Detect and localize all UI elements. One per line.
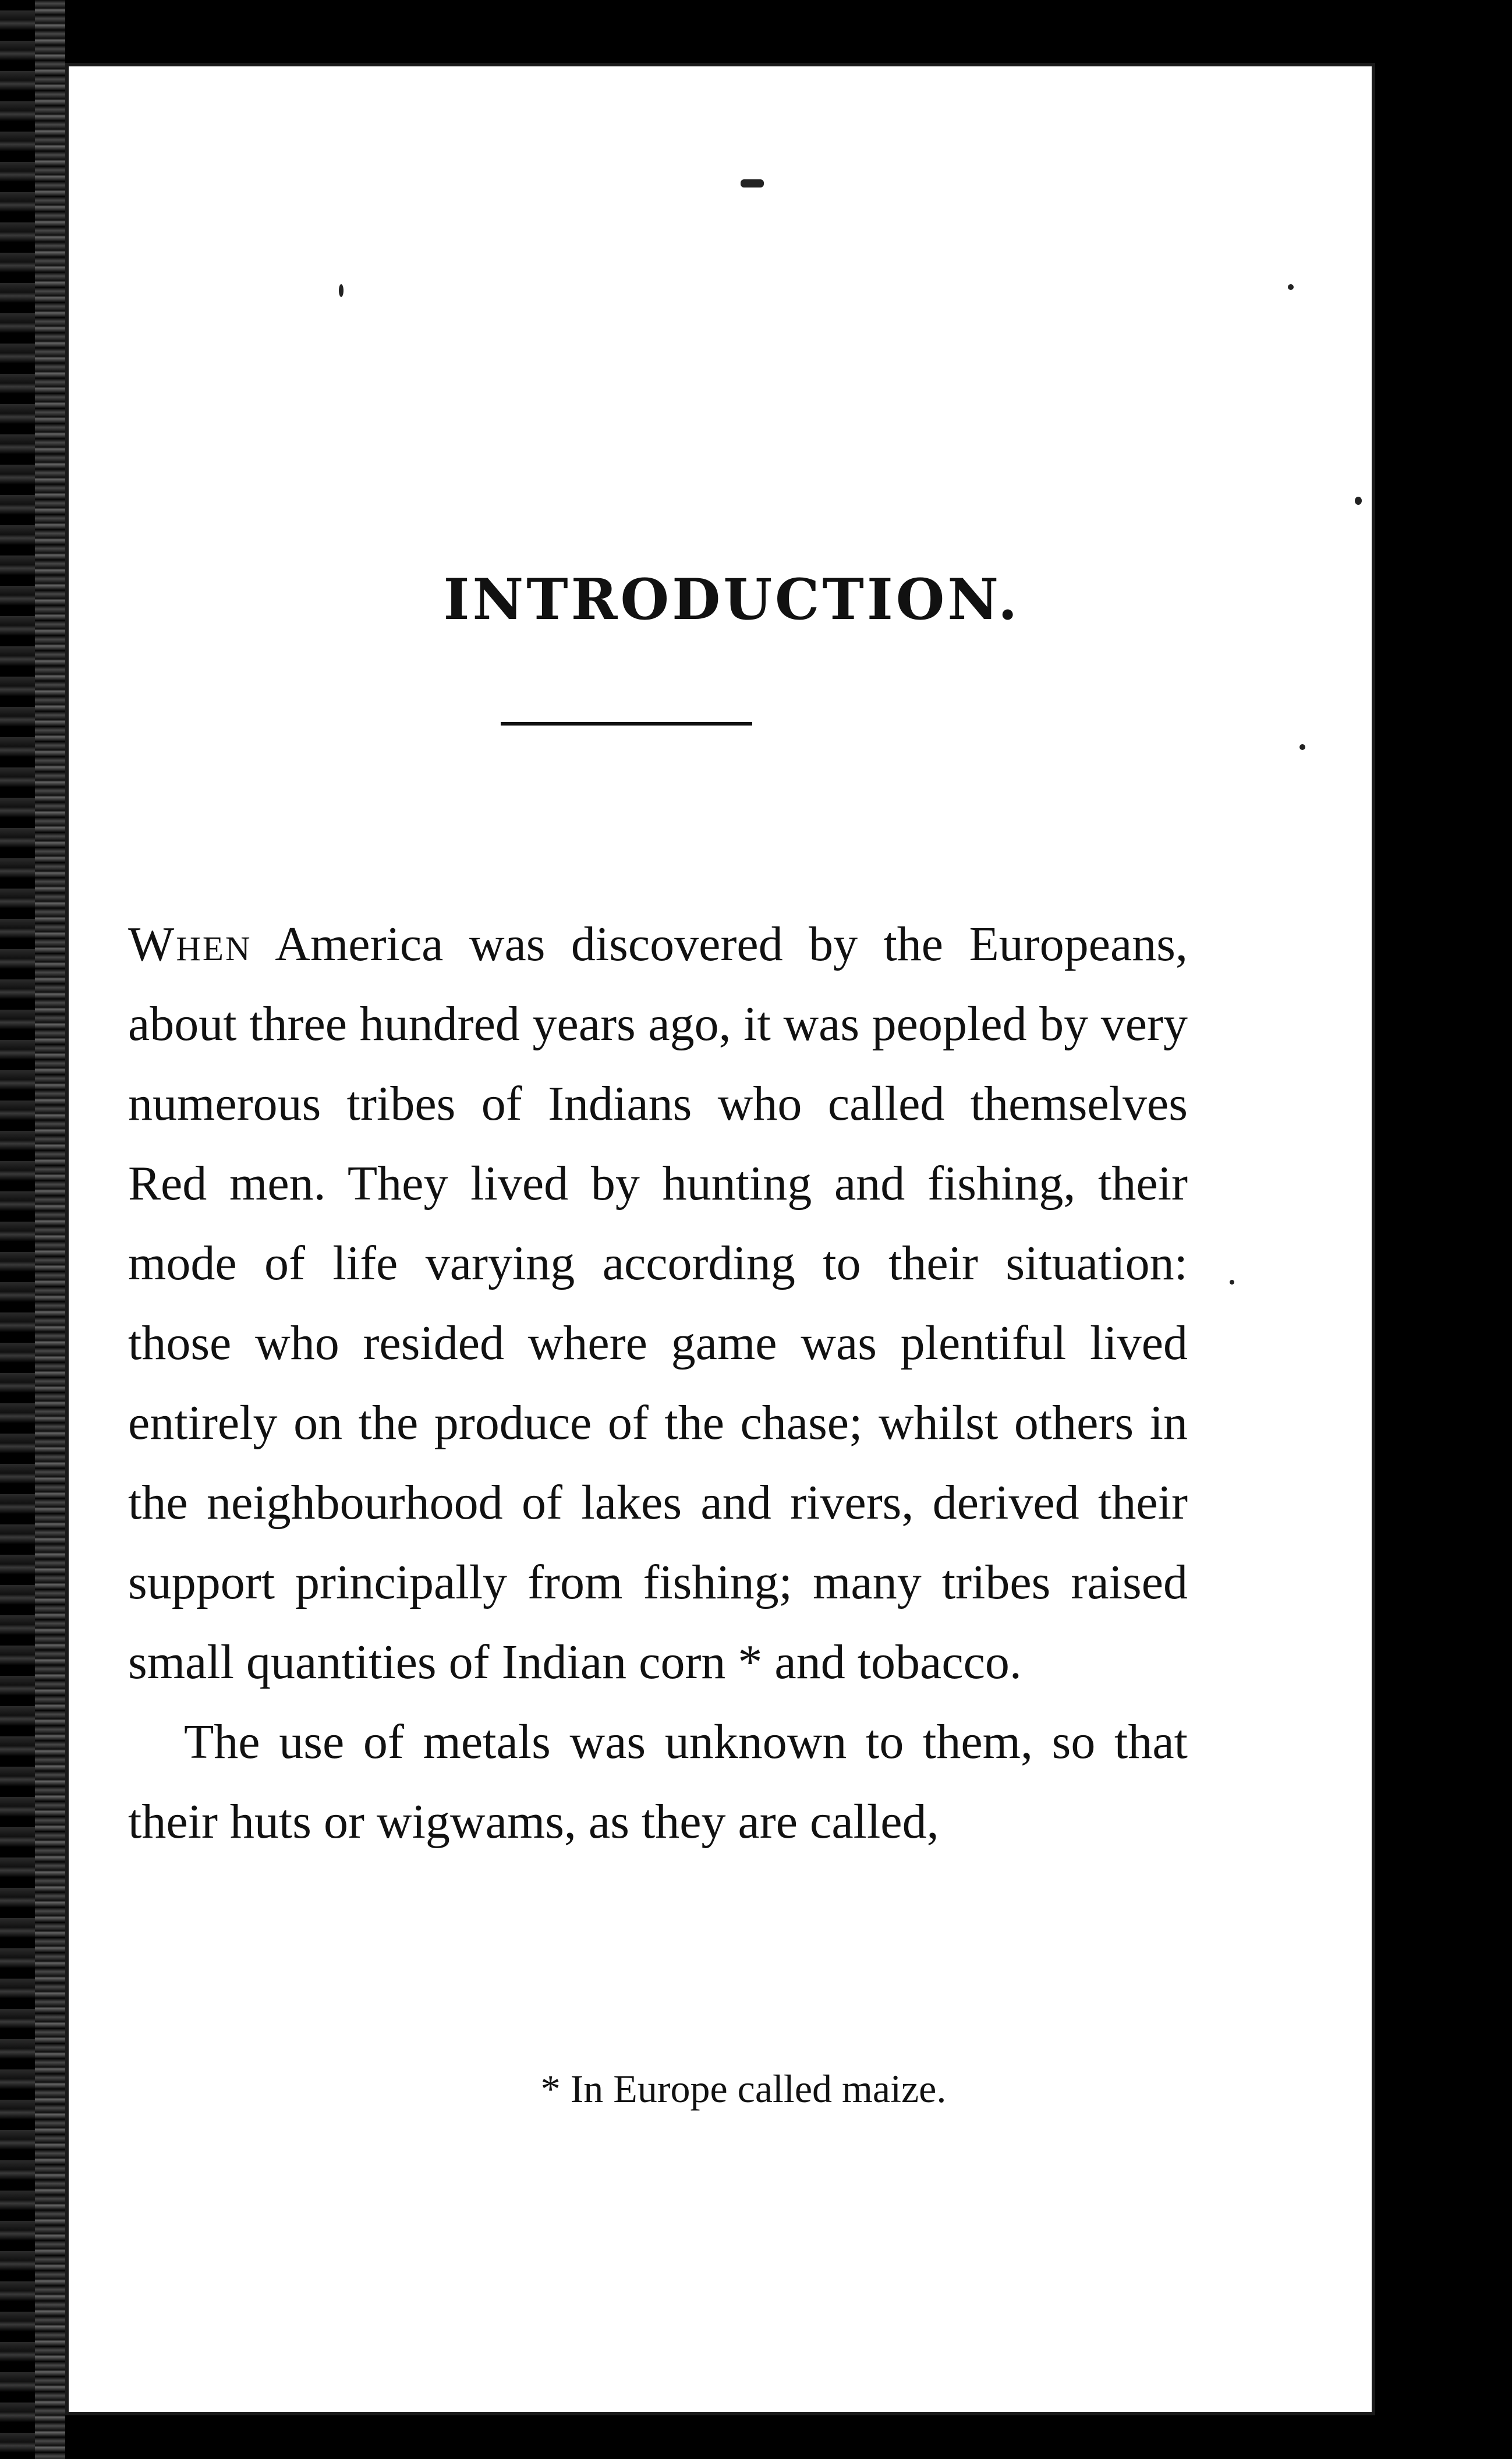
scan-binding-edge [35,0,65,2459]
paragraph-lead-word: When [128,917,252,971]
paragraph-2: The use of metals was unknown to them, so that their huts or wigwams, as they are called, [128,1715,1188,1849]
scan-top-border [65,0,1375,63]
scan-left-border [0,0,35,2459]
ink-speck [339,284,344,297]
paragraph-1 [128,904,1188,1702]
title-rule [501,722,752,726]
book-page [65,63,1375,2415]
scan-right-border [1375,0,1512,2459]
paragraph-1-text: America was discovered by the Europeans, about three hundred years ago, it was peopled by very numerous tribes of Indians who called themselves Red men. They lived by hunting and fishing, their mode of life varying according to their situation: those who resided where game was plentiful lived entirely on the produce of the chase; whilst others in the neighbourhood of lakes and rivers, derived their support principally from fishing; many tribes raised small quantities of Indian corn * and tobacco. [128,917,1188,1689]
ink-speck [741,179,764,187]
ink-speck [1288,284,1294,290]
page-title: INTRODUCTION. [443,567,1021,632]
ink-speck [1299,744,1305,750]
scan-bottom-border [65,2415,1375,2459]
ink-speck [1355,497,1362,505]
body-text [128,904,1188,1862]
ink-speck [1230,1280,1234,1285]
footnote: * In Europe called maize. [540,2067,947,2111]
